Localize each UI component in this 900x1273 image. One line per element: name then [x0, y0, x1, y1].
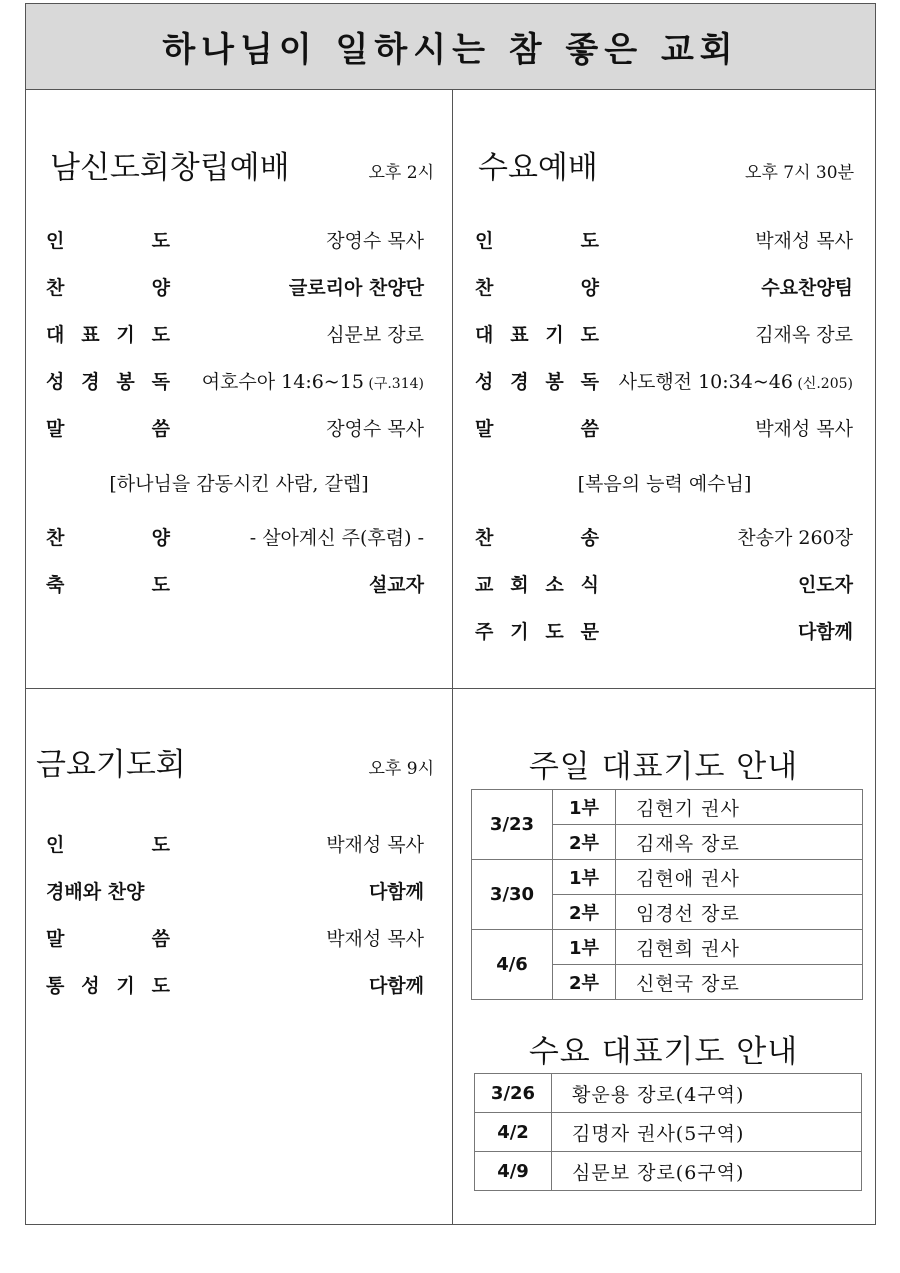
program-value: [202, 367, 424, 394]
program-label-char: 기: [116, 974, 135, 997]
program-label-char: 표: [510, 323, 529, 346]
program-row: [46, 365, 424, 395]
program-label-char: 도: [151, 833, 170, 856]
program-label: [46, 320, 170, 347]
program-label-char: 교: [475, 573, 494, 596]
program-label-char: 주: [475, 620, 494, 643]
program-value: [798, 570, 853, 597]
program-value-text: 설교자: [368, 573, 424, 596]
program-value-text: 사도행전 10:34~46: [618, 370, 793, 393]
program-value: [326, 320, 424, 347]
friday-title: 금요기도회: [36, 747, 186, 783]
table-row: [475, 1074, 862, 1113]
bulletin-frame: [25, 3, 876, 1225]
friday-time: 오후 9시: [368, 759, 434, 779]
program-label-char: 양: [151, 526, 170, 549]
prayer-date: 4/6: [472, 930, 553, 1000]
program-value: [761, 273, 853, 300]
program-row: [46, 318, 424, 348]
program-value-text: 다함께: [368, 974, 424, 997]
program-value: [737, 523, 853, 550]
program-label-char: 성: [475, 370, 494, 393]
program-label-char: 통: [46, 974, 65, 997]
sunday-prayer-title: 주일 대표기도 안내: [528, 749, 799, 785]
program-row: [475, 615, 853, 645]
prayer-leader: 김재옥 장로: [616, 825, 863, 860]
program-label: [475, 226, 599, 253]
program-label: [46, 414, 170, 441]
program-label-char: 인: [46, 833, 65, 856]
program-label-char: 기: [116, 323, 135, 346]
program-label-char: 도: [580, 323, 599, 346]
church-title: 하나님이 일하시는 참 좋은 교회: [162, 30, 739, 70]
program-label-char: 경배와 찬양: [46, 880, 145, 903]
program-row: [46, 922, 424, 952]
program-label-char: 씀: [151, 417, 170, 440]
program-label-char: 식: [580, 573, 599, 596]
program-row: [46, 412, 424, 442]
prayer-date: 4/9: [475, 1152, 552, 1191]
program-label-char: 인: [46, 229, 65, 252]
prayer-leader: 김명자 권사(5구역): [552, 1113, 862, 1152]
prayer-leader: 심문보 장로(6구역): [552, 1152, 862, 1191]
program-row: [46, 875, 424, 905]
table-row: [475, 1152, 862, 1191]
program-label: [475, 273, 599, 300]
service-part: 1부: [553, 930, 616, 965]
program-label-char: 기: [510, 620, 529, 643]
table-row: [475, 1113, 862, 1152]
wednesday-time: 오후 7시 30분: [745, 163, 854, 183]
table-row: [472, 790, 863, 825]
program-label-char: 봉: [116, 370, 135, 393]
wednesday-prayer-table: [474, 1073, 862, 1191]
program-value-text: 장영수 목사: [326, 229, 424, 252]
program-label: [46, 877, 144, 904]
prayer-leader: 신현국 장로: [616, 965, 863, 1000]
program-label-char: 말: [475, 417, 494, 440]
program-row: [475, 521, 853, 551]
program-label-char: 성: [81, 974, 100, 997]
program-value-text: 여호수아 14:6~15: [201, 370, 364, 393]
column-divider: [452, 90, 453, 1225]
program-row: [475, 318, 853, 348]
program-label-char: 양: [151, 276, 170, 299]
program-label-char: 도: [151, 573, 170, 596]
prayer-leader: 김현희 권사: [616, 930, 863, 965]
program-label: [475, 617, 599, 644]
program-value-text: 다함께: [797, 620, 853, 643]
program-value: [369, 570, 424, 597]
service-part: 2부: [553, 965, 616, 1000]
program-value: [326, 924, 424, 951]
program-value: [326, 226, 424, 253]
prayer-leader: 임경선 장로: [616, 895, 863, 930]
program-label-char: 씀: [580, 417, 599, 440]
program-value-text: 수요찬양팀: [761, 276, 853, 299]
program-label-char: 말: [46, 417, 65, 440]
program-value: [369, 971, 424, 998]
prayer-date: 4/2: [475, 1113, 552, 1152]
prayer-leader: 김현기 권사: [616, 790, 863, 825]
program-label: [475, 570, 599, 597]
service-part: 1부: [553, 860, 616, 895]
program-label-char: 독: [151, 370, 170, 393]
program-value: [250, 523, 424, 550]
program-row: [475, 224, 853, 254]
program-value-text: - 살아계신 주(후렴) -: [249, 526, 424, 549]
program-label-char: 성: [46, 370, 65, 393]
wednesday-title: 수요예배: [478, 150, 598, 186]
program-label: [475, 320, 599, 347]
program-label-char: 찬: [46, 276, 65, 299]
program-value-text: 김재옥 장로: [755, 323, 853, 346]
program-value-text: 박재성 목사: [755, 229, 853, 252]
program-label-char: 인: [475, 229, 494, 252]
program-label: [46, 367, 170, 394]
program-value-text: 다함께: [368, 880, 424, 903]
program-row: [475, 365, 853, 395]
program-label-char: 찬: [46, 526, 65, 549]
program-value-text: 장영수 목사: [326, 417, 424, 440]
program-label-char: 찬: [475, 276, 494, 299]
program-label-char: 표: [81, 323, 100, 346]
program-row: [46, 568, 424, 598]
program-row: [46, 969, 424, 999]
program-label-char: 도: [580, 229, 599, 252]
program-value: [619, 367, 853, 394]
program-label-char: 도: [545, 620, 564, 643]
program-label-char: 송: [580, 526, 599, 549]
program-row: [475, 568, 853, 598]
program-row: [46, 224, 424, 254]
program-label-char: 말: [46, 927, 65, 950]
program-value: [369, 877, 424, 904]
program-value-text: 찬송가 260장: [737, 526, 853, 549]
program-value-text: 글로리아 찬양단: [288, 276, 424, 299]
program-label: [46, 523, 170, 550]
program-value: [326, 414, 424, 441]
program-row: [475, 271, 853, 301]
program-value-text: 박재성 목사: [326, 927, 424, 950]
program-label-char: 소: [545, 573, 564, 596]
program-label: [46, 924, 170, 951]
program-label: [46, 971, 170, 998]
program-value: [755, 226, 853, 253]
table-row: [472, 860, 863, 895]
program-value-text: 박재성 목사: [755, 417, 853, 440]
program-label-char: 도: [151, 974, 170, 997]
program-label-char: 봉: [545, 370, 564, 393]
program-value-ref: (구.314): [363, 375, 424, 392]
program-value: [755, 414, 853, 441]
program-row: [46, 828, 424, 858]
program-label-char: 기: [545, 323, 564, 346]
program-value-text: 심문보 장로: [326, 323, 424, 346]
prayer-date: 3/30: [472, 860, 553, 930]
program-label-char: 대: [46, 323, 65, 346]
bulletin-header: [26, 4, 875, 90]
anniversary-time: 오후 2시: [368, 163, 434, 183]
anniversary-title: 남신도회창립예배: [50, 150, 290, 186]
program-value: [289, 273, 424, 300]
program-value: [798, 617, 853, 644]
program-label-char: 축: [46, 573, 65, 596]
program-label: [46, 273, 170, 300]
wednesday-sermon-title: [복음의 능력 예수님]: [577, 473, 752, 495]
program-row: [475, 412, 853, 442]
program-value: [755, 320, 853, 347]
program-label-char: 독: [580, 370, 599, 393]
program-label: [46, 570, 170, 597]
program-value-text: 박재성 목사: [326, 833, 424, 856]
program-label-char: 도: [151, 323, 170, 346]
program-label: [475, 414, 599, 441]
program-value: [326, 830, 424, 857]
wednesday-prayer-title: 수요 대표기도 안내: [528, 1034, 799, 1070]
table-row: [472, 930, 863, 965]
program-label-char: 경: [510, 370, 529, 393]
program-value-ref: (신.205): [792, 375, 853, 392]
anniversary-sermon-title: [하나님을 감동시킨 사람, 갈렙]: [109, 473, 369, 495]
program-label-char: 문: [580, 620, 599, 643]
program-label: [46, 830, 170, 857]
sunday-prayer-table: [471, 789, 863, 1000]
program-row: [46, 521, 424, 551]
prayer-leader: 황운용 장로(4구역): [552, 1074, 862, 1113]
service-part: 2부: [553, 895, 616, 930]
program-label: [46, 226, 170, 253]
program-label-char: 찬: [475, 526, 494, 549]
program-value-text: 인도자: [797, 573, 853, 596]
program-label-char: 회: [510, 573, 529, 596]
service-part: 1부: [553, 790, 616, 825]
program-label-char: 경: [81, 370, 100, 393]
program-label-char: 도: [151, 229, 170, 252]
program-label-char: 양: [580, 276, 599, 299]
program-label-char: 씀: [151, 927, 170, 950]
prayer-date: 3/26: [475, 1074, 552, 1113]
program-label-char: 대: [475, 323, 494, 346]
service-part: 2부: [553, 825, 616, 860]
program-row: [46, 271, 424, 301]
program-label: [475, 523, 599, 550]
prayer-leader: 김현애 권사: [616, 860, 863, 895]
program-label: [475, 367, 599, 394]
prayer-date: 3/23: [472, 790, 553, 860]
row-divider: [26, 688, 875, 689]
